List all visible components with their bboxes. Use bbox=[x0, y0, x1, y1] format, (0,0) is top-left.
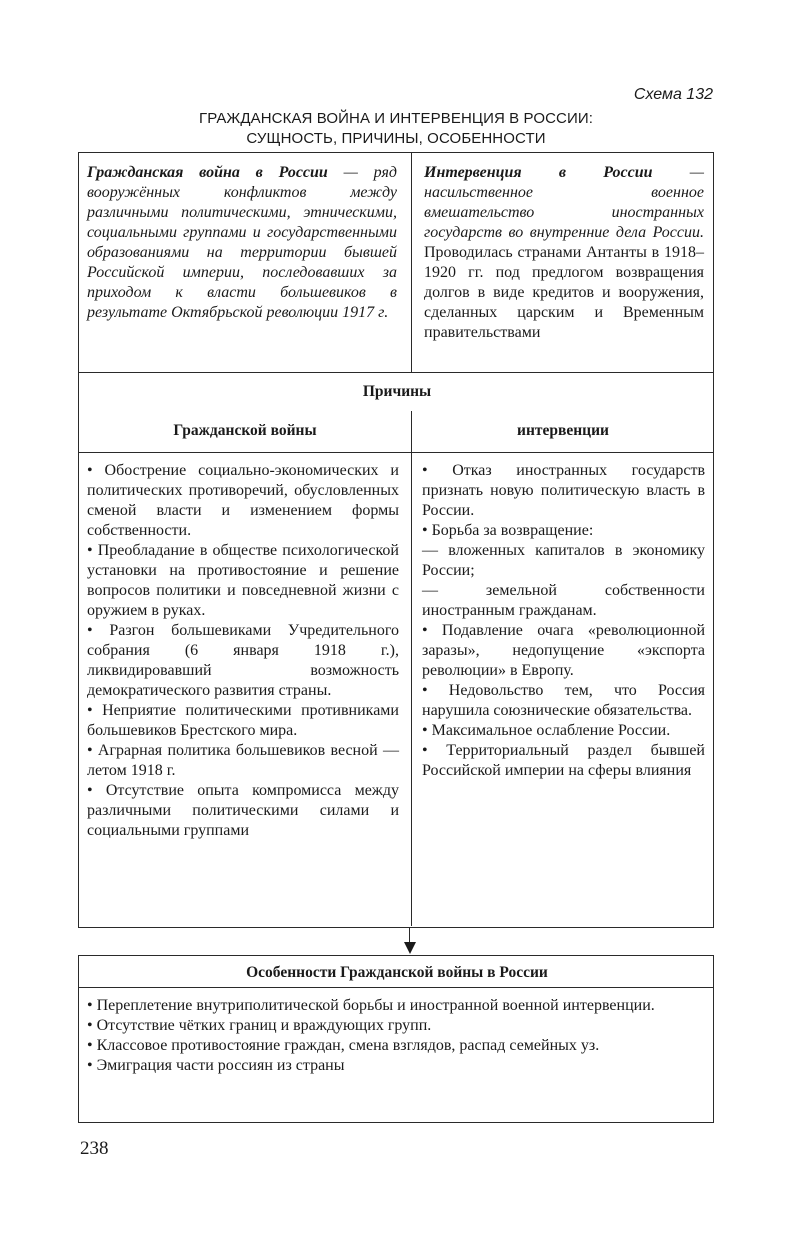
civil-war-definition bbox=[87, 163, 397, 323]
features-header-divider bbox=[79, 987, 713, 988]
list-item: • Обострение социально-экономических и политических противоречий, обусловленных сменой власти и изменением формы собственности. bbox=[87, 462, 399, 539]
page-title-line-1: ГРАЖДАНСКАЯ ВОЙНА И ИНТЕРВЕНЦИЯ В РОССИИ: bbox=[199, 110, 593, 127]
causes-header-divider bbox=[79, 452, 713, 453]
page-title-line-2: СУЩНОСТЬ, ПРИЧИНЫ, ОСОБЕННОСТИ bbox=[246, 130, 546, 147]
intervention-definition-plain: Проводилась странами Антанты в 1918–1920 гг. под предлогом возвращения долгов в виде кредитов и вооружения, сделанных царским и Временным правительствами bbox=[424, 244, 704, 341]
features-heading: Особенности Гражданской войны в России bbox=[246, 964, 548, 981]
civil-war-causes-heading: Гражданской войны bbox=[173, 422, 317, 439]
civil-war-term: Гражданская война в России bbox=[87, 164, 328, 181]
schema-label: Схема 132 bbox=[633, 86, 713, 103]
definitions-divider bbox=[411, 153, 412, 372]
arrow-down-icon bbox=[404, 942, 416, 954]
civil-war-causes-list bbox=[87, 461, 399, 841]
list-item: • Недовольство тем, что Россия нарушила союзнические обязательства. bbox=[422, 682, 705, 719]
list-item: • Преобладание в обществе психологической установки на противостояние и решение вопросов политики и повседневной жизни с оружием в руках. bbox=[87, 542, 399, 619]
causes-heading: Причины bbox=[362, 383, 432, 400]
features-list bbox=[87, 996, 705, 1076]
intervention-term: Интервенция в России bbox=[424, 164, 653, 181]
list-item: • Борьба за возвращение: bbox=[422, 522, 594, 539]
list-item: • Территориальный раздел бывшей Российской империи на сферы влияния bbox=[422, 742, 705, 779]
page-number: 238 bbox=[80, 1138, 109, 1159]
intervention-definition bbox=[424, 163, 704, 343]
list-item: • Аграрная политика большевиков весной — летом 1918 г. bbox=[87, 742, 399, 779]
list-item: • Разгон большевиками Учредительного собрания (6 января 1918 г.), ликвидировавший возможность демократического развития страны. bbox=[87, 622, 399, 699]
intervention-causes-list bbox=[422, 461, 705, 781]
list-item: — вложенных капиталов в экономику России; bbox=[422, 542, 705, 579]
civil-war-definition-text: — ряд вооружённых конфликтов между различными политическими, этническими, социальными группами и государственными образованиями на территории бывшей Российской империи, последовавших за приходом к власти большевиков в результате Октябрьской революции 1917 г. bbox=[87, 164, 397, 321]
list-item: — земельной собственности иностранным гражданам. bbox=[422, 582, 705, 619]
causes-box bbox=[78, 373, 714, 928]
list-item: • Классовое противостояние граждан, смена взглядов, распад семейных уз. bbox=[87, 1037, 600, 1054]
list-item: • Отсутствие опыта компромисса между различными политическими силами и социальными группами bbox=[87, 782, 399, 839]
definitions-box bbox=[78, 152, 714, 373]
list-item: • Переплетение внутриполитической борьбы и иностранной военной интервенции. bbox=[87, 997, 655, 1014]
list-item: • Неприятие политическими противниками большевиков Брестского мира. bbox=[87, 702, 399, 739]
intervention-definition-italic: — насильственное военное вмешательство иностранных государств во внутренние дела России. bbox=[424, 164, 705, 241]
list-item: • Отказ иностранных государств признать новую политическую власть в России. bbox=[422, 462, 705, 519]
intervention-causes-heading: интервенции bbox=[517, 422, 609, 439]
list-item: • Отсутствие чётких границ и враждующих групп. bbox=[87, 1017, 432, 1034]
list-item: • Подавление очага «революционной заразы», недопущение «экспорта революции» в Европу. bbox=[422, 622, 705, 679]
list-item: • Максимальное ослабление России. bbox=[422, 722, 671, 739]
features-box bbox=[78, 955, 714, 1123]
list-item: • Эмиграция части россиян из страны bbox=[87, 1057, 345, 1074]
causes-column-divider bbox=[411, 411, 412, 926]
